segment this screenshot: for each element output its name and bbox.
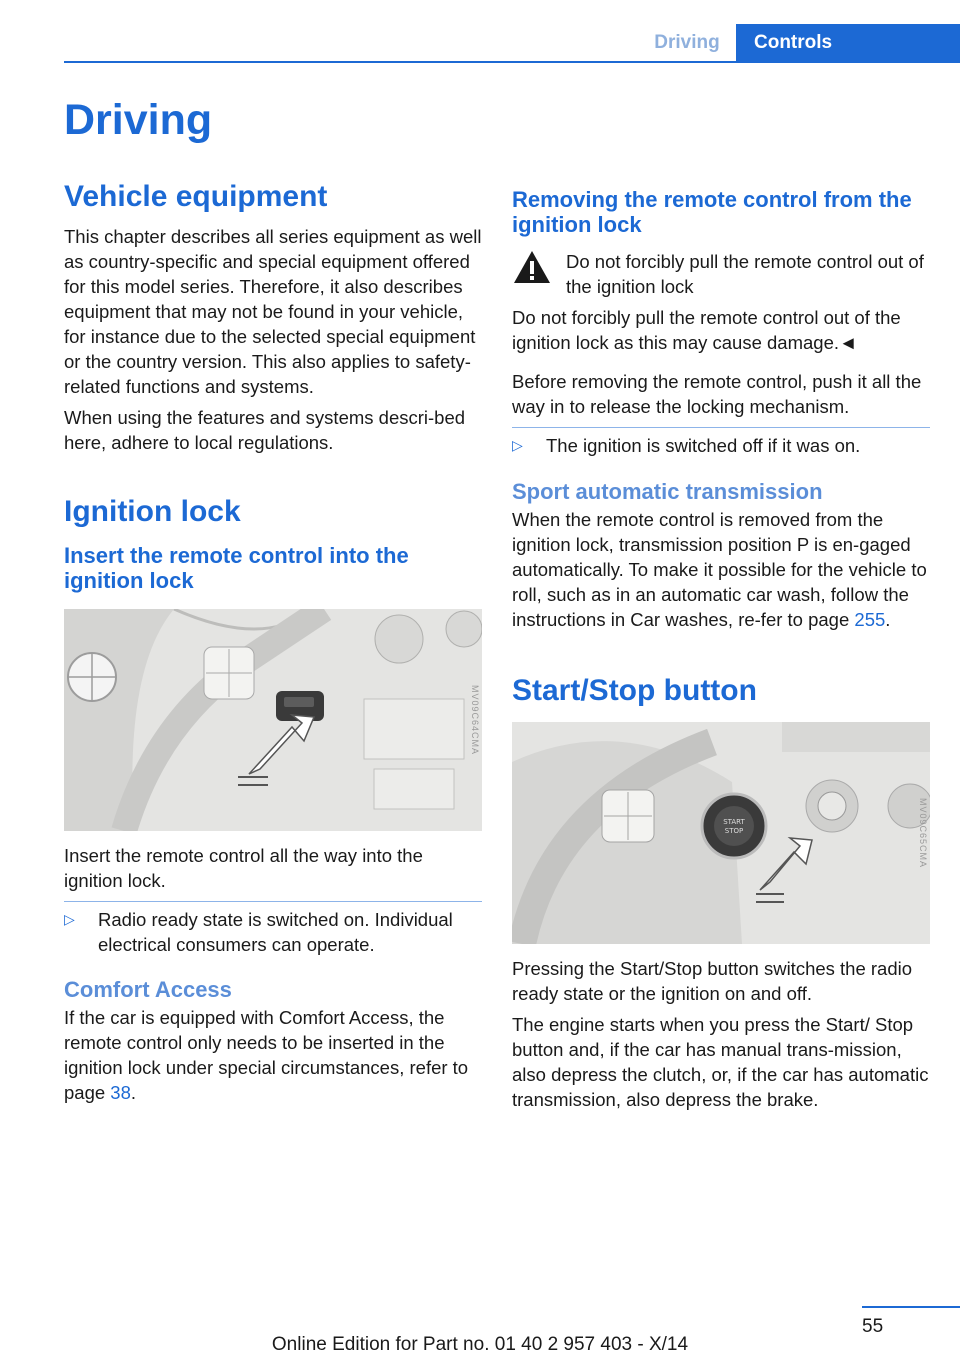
heading-insert-remote: Insert the remote control into the ignition lock: [64, 543, 409, 593]
left-column: [64, 180, 482, 1105]
heading-sport-automatic: Sport automatic transmission: [512, 479, 823, 504]
svg-text:STOP: STOP: [724, 827, 744, 835]
paragraph-comfort: [64, 1005, 482, 1105]
sport-text: When the remote control is removed from the ignition lock, transmission position P is en‐gaged automatically. To make it possible for the vehicle to roll, such as in an automatic car wash, follow the instructions in Car washes, re‐fer to page: [512, 509, 927, 630]
bullet-rule-top: [512, 427, 930, 428]
footer-rule: [862, 1306, 960, 1308]
triangle-bullet-icon: ▷: [64, 911, 75, 927]
header-section-label: Driving: [654, 32, 720, 53]
chapter-title: Driving: [64, 96, 213, 144]
start-stop-photo: [512, 722, 930, 944]
paragraph-vehicle-1: This chapter describes all series equipment as well as country-specific and special equipment offered for this model series. Therefore, it also describes equipment that may not be found in your vehicle, for instance due to the selected special equipment or the country version. This also applies to safety-related functions and systems.: [64, 226, 482, 397]
heading-vehicle-equipment: Vehicle equipment: [64, 180, 328, 213]
svg-text:START: START: [723, 818, 745, 826]
paragraph-start-1: Pressing the Start/Stop button switches the radio ready state or the ignition on and off.: [512, 958, 913, 1004]
right-column: [512, 187, 930, 1112]
heading-start-stop: Start/Stop button: [512, 674, 757, 707]
page-link-38[interactable]: 38: [110, 1082, 131, 1103]
image-code: MV09C64CMA: [470, 684, 480, 756]
page-link-255[interactable]: 255: [854, 609, 886, 630]
warning-title: Do not forcibly pull the remote control out of the ignition lock: [566, 251, 924, 297]
triangle-bullet-icon: ▷: [512, 437, 523, 453]
paragraph-vehicle-2: When using the features and systems descri‐bed here, adhere to local regulations.: [64, 407, 466, 453]
header-chapter-tab: Controls: [736, 24, 960, 61]
paragraph-remove: Before removing the remote control, push it all the way in to release the locking mechanism.: [512, 371, 922, 417]
heading-ignition-lock: Ignition lock: [64, 495, 241, 528]
start-button-illustration: [512, 722, 930, 944]
bullet-rule-top: [64, 901, 482, 902]
bullet-text: The ignition is switched off if it was on.: [546, 435, 861, 456]
bullet-item: [512, 433, 930, 458]
bullet-text: Radio ready state is switched on. Individual electrical consumers can operate.: [98, 909, 453, 955]
heading-comfort-access: Comfort Access: [64, 977, 232, 1002]
footer-edition: Online Edition for Part no. 01 40 2 957 403 - X/14: [271, 1334, 689, 1355]
warning-box: [512, 249, 930, 299]
steering-wheel-illustration: [64, 609, 482, 831]
paragraph-sport: [512, 507, 930, 632]
ignition-lock-photo: [64, 609, 482, 831]
warning-triangle-icon: [512, 249, 562, 292]
header-rule: [64, 61, 960, 63]
image-code: MV09C65CMA: [918, 797, 928, 869]
sport-text-end: .: [885, 609, 891, 630]
comfort-text-end: .: [130, 1082, 137, 1103]
warning-body: Do not forcibly pull the remote control out of the ignition lock as this may cause damage.◄: [512, 307, 901, 353]
bullet-item: [64, 907, 482, 957]
heading-removing-remote: Removing the remote control from the ignition lock: [512, 187, 912, 237]
paragraph-start-2: The engine starts when you press the Start/ Stop button and, if the car has manual trans‐mission, also depress the clutch, or, if the car has automatic transmission, also depress the brake.: [512, 1014, 929, 1110]
page-number: 55: [862, 1316, 884, 1337]
paragraph-insert: Insert the remote control all the way into the ignition lock.: [64, 845, 423, 891]
comfort-text: If the car is equipped with Comfort Access, the remote control only needs to be inserted in the ignition lock under special circumstances, refer to page: [64, 1007, 469, 1103]
